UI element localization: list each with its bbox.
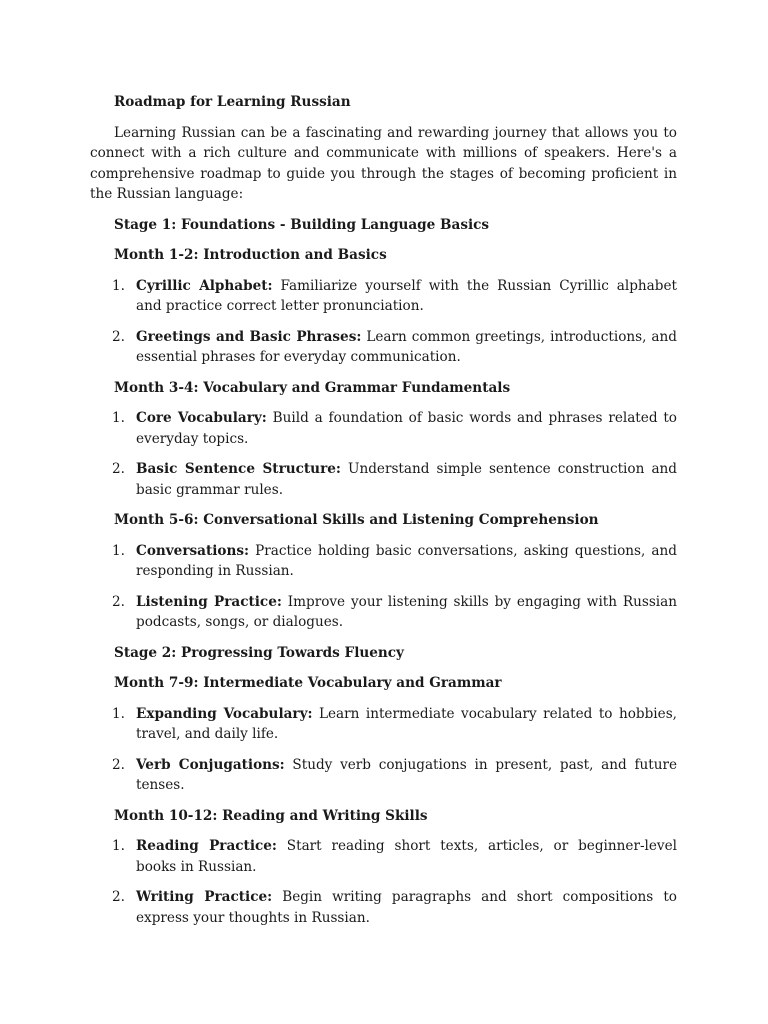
list-text: Start reading short texts, articles, or beginner-level books in Russian. [136, 838, 677, 875]
month-3-4-heading: Month 3-4: Vocabulary and Grammar Fundamentals [114, 379, 511, 396]
list-text: Understand simple sentence construction and basic grammar rules. [136, 461, 678, 498]
list-number: 1. [112, 838, 125, 854]
list-text: Practice holding basic conversations, asking questions, and responding in Russian. [136, 542, 677, 579]
list-item [90, 541, 677, 582]
month-10-12-list [90, 836, 677, 928]
stage-2-heading: Stage 2: Progressing Towards Fluency [114, 644, 404, 661]
list-number: 1. [112, 277, 125, 294]
list-number: 1. [112, 705, 125, 722]
list-term: Expanding Vocabulary: [136, 705, 313, 722]
list-term: Basic Sentence Structure: [136, 461, 341, 477]
list-term: Reading Practice: [136, 838, 277, 854]
list-text: Familiarize yourself with the Russian Cyrillic alphabet and practice correct letter pronunciation. [136, 277, 678, 314]
list-number: 1. [112, 542, 125, 559]
list-item [90, 459, 677, 500]
list-number: 1. [112, 410, 125, 426]
list-text: Learn intermediate vocabulary related to hobbies, travel, and daily life. [136, 705, 677, 742]
list-item [90, 408, 677, 449]
list-item [90, 755, 677, 796]
month-1-2-heading: Month 1-2: Introduction and Basics [114, 247, 387, 263]
month-5-6-heading: Month 5-6: Conversational Skills and Listening Comprehension [114, 512, 599, 528]
document-title: Roadmap for Learning Russian [114, 94, 351, 110]
list-number: 2. [112, 461, 125, 477]
list-item [90, 704, 677, 745]
list-term: Writing Practice: [136, 889, 273, 905]
list-number: 2. [112, 756, 125, 773]
month-1-2-list [90, 276, 677, 368]
list-text: Build a foundation of basic words and phrases related to everyday topics. [136, 410, 677, 447]
document-page [90, 92, 677, 938]
month-5-6-list [90, 541, 677, 633]
list-text: Study verb conjugations in present, past, and future tenses. [136, 756, 677, 793]
list-term: Cyrillic Alphabet: [136, 277, 273, 294]
intro-paragraph: Learning Russian can be a fascinating and rewarding journey that allows you to connect with a rich culture and communicate with millions of speakers. Here's a comprehensive roadmap to guide you through the stages of becoming proficient in the Russian language: [90, 124, 677, 202]
list-term: Listening Practice: [136, 593, 282, 610]
list-item [90, 276, 677, 317]
list-number: 2. [112, 889, 125, 905]
list-term: Greetings and Basic Phrases: [136, 328, 362, 345]
list-item [90, 836, 677, 877]
list-text: Begin writing paragraphs and short compositions to express your thoughts in Russian. [136, 889, 677, 926]
month-7-9-list [90, 704, 677, 796]
month-7-9-heading: Month 7-9: Intermediate Vocabulary and Grammar [114, 675, 502, 691]
list-term: Conversations: [136, 542, 250, 559]
list-text: Improve your listening skills by engaging with Russian podcasts, songs, or dialogues. [136, 593, 678, 630]
list-number: 2. [112, 328, 125, 345]
list-term: Verb Conjugations: [136, 756, 285, 773]
list-text: Learn common greetings, introductions, and essential phrases for everyday communication. [136, 328, 677, 365]
list-term: Core Vocabulary: [136, 410, 267, 426]
month-10-12-heading: Month 10-12: Reading and Writing Skills [114, 807, 428, 824]
list-item [90, 592, 677, 633]
list-number: 2. [112, 593, 125, 610]
list-item [90, 887, 677, 928]
stage-1-heading: Stage 1: Foundations - Building Language Basics [114, 216, 490, 233]
list-item [90, 327, 677, 368]
month-3-4-list [90, 408, 677, 500]
